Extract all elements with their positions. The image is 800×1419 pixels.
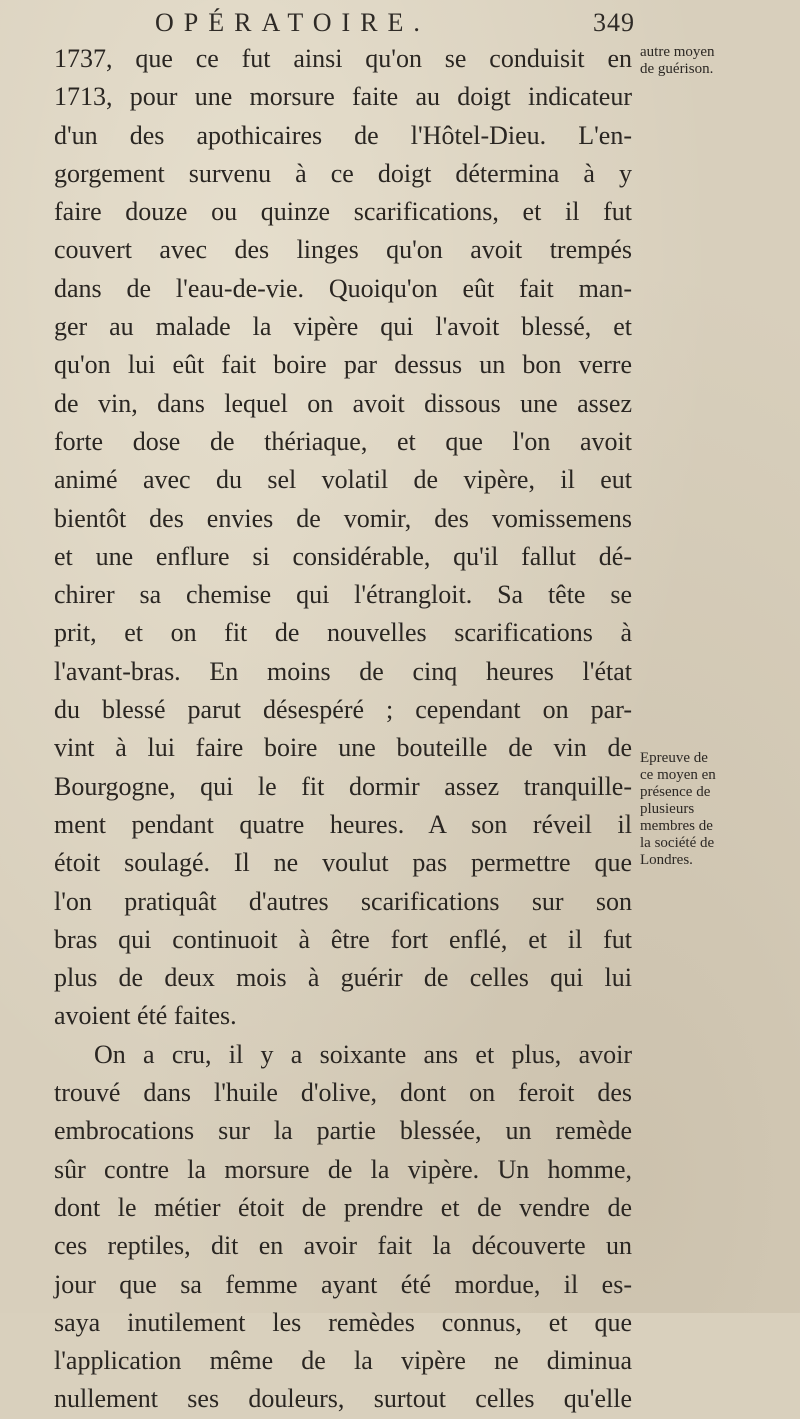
margin-note-line: de guérison.	[640, 61, 714, 77]
text-line: qu'on lui eût fait boire par dessus un bon verre	[54, 350, 632, 380]
margin-note-line: présence de	[640, 784, 711, 800]
text-line: dont le métier étoit de prendre et de vendre de	[54, 1192, 632, 1222]
margin-note-line: Epreuve de	[640, 750, 708, 766]
text-line-paragraph-start: On a cru, il y a soixante ans et plus, avoir	[94, 1039, 632, 1069]
text-line: l'on pratiquât d'autres scarifications sur son	[54, 886, 632, 916]
page-number: 349	[593, 8, 635, 37]
text-line: plus de deux mois à guérir de celles qui lui	[54, 963, 632, 993]
margin-note-trial	[640, 750, 795, 869]
margin-note-other-remedy	[640, 44, 795, 78]
margin-note-line: plusieurs	[640, 801, 695, 817]
text-line: 1713, pour une morsure faite au doigt indicateur	[54, 82, 632, 112]
text-line: Bourgogne, qui le fit dormir assez tranquille-	[54, 771, 632, 801]
text-line: nullement ses douleurs, surtout celles qu'elle	[54, 1384, 632, 1414]
text-line: l'avant-bras. En moins de cinq heures l'état	[54, 656, 632, 686]
running-head-title: OPÉRATOIRE.	[155, 8, 430, 37]
body-text	[54, 40, 632, 1419]
text-line-paragraph-end: avoient été faites.	[54, 1001, 237, 1031]
text-line: de vin, dans lequel on avoit dissous une assez	[54, 388, 632, 418]
margin-note-line: Londres.	[640, 852, 693, 868]
margin-note-line: la société de	[640, 835, 715, 851]
text-line: faire douze ou quinze scarifications, et il fut	[54, 197, 632, 227]
running-head	[155, 8, 635, 44]
text-line: dans de l'eau-de-vie. Quoiqu'on eût fait man-	[54, 273, 632, 303]
text-line: gorgement survenu à ce doigt détermina à y	[54, 158, 632, 188]
text-line: d'un des apothicaires de l'Hôtel-Dieu. L'en-	[54, 120, 632, 150]
text-line: du blessé parut désespéré ; cependant on par-	[54, 695, 632, 725]
text-line: trouvé dans l'huile d'olive, dont on feroit des	[54, 1078, 632, 1108]
text-line: étoit soulagé. Il ne voulut pas permettre que	[54, 848, 632, 878]
text-line: ment pendant quatre heures. A son réveil il	[54, 809, 632, 839]
text-line: 1737, que ce fut ainsi qu'on se conduisit en	[54, 44, 632, 73]
text-line: bientôt des envies de vomir, des vomissemens	[54, 503, 632, 533]
text-line: jour que sa femme ayant été mordue, il es-	[54, 1269, 632, 1299]
text-line: et une enflure si considérable, qu'il fallut dé-	[54, 541, 632, 571]
text-line: couvert avec des linges qu'on avoit trempés	[54, 235, 632, 265]
text-line: chirer sa chemise qui l'étrangloit. Sa tête se	[54, 580, 632, 610]
text-line: ger au malade la vipère qui l'avoit blessé, et	[54, 312, 632, 342]
text-line: vint à lui faire boire une bouteille de vin de	[54, 733, 632, 763]
margin-note-line: membres de	[640, 818, 713, 834]
text-line: l'application même de la vipère ne diminua	[54, 1346, 632, 1376]
text-line: saya inutilement les remèdes connus, et que	[54, 1307, 632, 1337]
text-line: bras qui continuoit à être fort enflé, et il fut	[54, 924, 632, 954]
text-line: prit, et on fit de nouvelles scarifications à	[54, 618, 632, 648]
margin-note-line: autre moyen	[640, 44, 715, 60]
text-line: sûr contre la morsure de la vipère. Un homme,	[54, 1154, 632, 1184]
text-line: embrocations sur la partie blessée, un remède	[54, 1116, 632, 1146]
margin-note-line: ce moyen en	[640, 767, 716, 783]
text-line: animé avec du sel volatil de vipère, il eut	[54, 465, 632, 495]
text-line: ces reptiles, dit en avoir fait la découverte un	[54, 1231, 632, 1261]
text-line: forte dose de thériaque, et que l'on avoit	[54, 426, 632, 456]
